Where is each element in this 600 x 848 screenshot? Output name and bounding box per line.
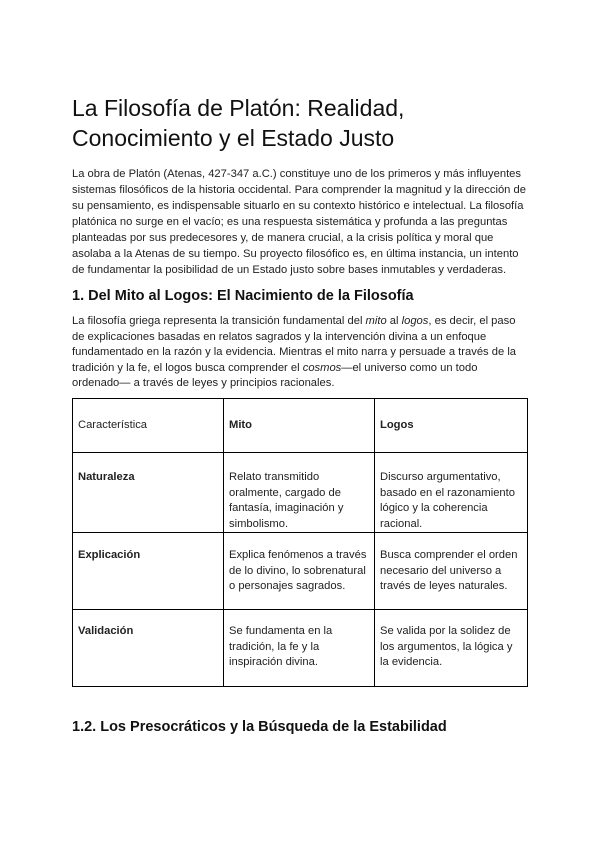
term-logos: logos [401, 315, 429, 327]
term-cosmos: cosmos [302, 361, 342, 374]
row-label-cell: Explicación [73, 533, 224, 610]
row-label-cell: Naturaleza [73, 453, 224, 533]
paragraph-text: —el universo como un todo ordenado— a través de leyes y principios racionales. [72, 361, 478, 389]
row-label-cell: Validación [73, 610, 224, 687]
term-mito: mito [365, 315, 387, 327]
section-paragraph [72, 314, 527, 392]
paragraph-text: al [386, 315, 402, 327]
table-header-row [73, 399, 528, 453]
table-cell: Se fundamenta en la tradición, la fe y la inspiración divina. [224, 610, 375, 687]
intro-paragraph: La obra de Platón (Atenas, 427-347 a.C.) constituye uno de los primeros y más influyentes sistemas filosóficos de la historia occidental. Para comprender la magnitud y la dirección de su pensamiento, es indispensable situarlo en su contexto histórico e intelectual. La filosofía platónica no surge en el vacío; es una respuesta sistemática y profunda a las preguntas planteadas por sus predecesores y, de manera crucial, a la crisis política y moral que asolaba a la Atenas de su tiempo. Su proyecto filosófico es, en última instancia, un intento de fundamentar la posibilidad de un Estado justo sobre bases inmutables y verdaderas. [72, 168, 526, 276]
section-heading-mito-logos: 1. Del Mito al Logos: El Nacimiento de la Filosofía [72, 288, 414, 304]
table-row [73, 453, 528, 533]
table-row [73, 533, 528, 610]
header-cell-caracteristica: Característica [73, 399, 224, 453]
section-heading-presocraticos: 1.2. Los Presocráticos y la Búsqueda de la Estabilidad [72, 719, 447, 735]
comparison-table [72, 398, 528, 687]
table-cell: Se valida por la solidez de los argumentos, la lógica y la evidencia. [375, 610, 528, 687]
table-cell: Discurso argumentativo, basado en el razonamiento lógico y la coherencia racional. [375, 453, 528, 533]
table-row [73, 610, 528, 687]
document-title: La Filosofía de Platón: Realidad, Conocimiento y el Estado Justo [72, 95, 405, 151]
paragraph-text: , es decir, el paso de explicaciones basadas en relatos sagrados y la intervención divina a un enfoque fundamentado en la razón y la evidencia. Mientras el mito narra y persuade a través de la tradición y la fe, el logos busca comprender el [72, 315, 517, 374]
header-cell-mito: Mito [224, 399, 375, 453]
paragraph-text: La filosofía griega representa la transición fundamental del [72, 315, 366, 327]
header-cell-logos: Logos [375, 399, 528, 453]
table-cell: Explica fenómenos a través de lo divino, lo sobrenatural o personajes sagrados. [224, 533, 375, 610]
table-cell: Relato transmitido oralmente, cargado de fantasía, imaginación y simbolismo. [224, 453, 375, 533]
table-cell: Busca comprender el orden necesario del universo a través de leyes naturales. [375, 533, 528, 610]
